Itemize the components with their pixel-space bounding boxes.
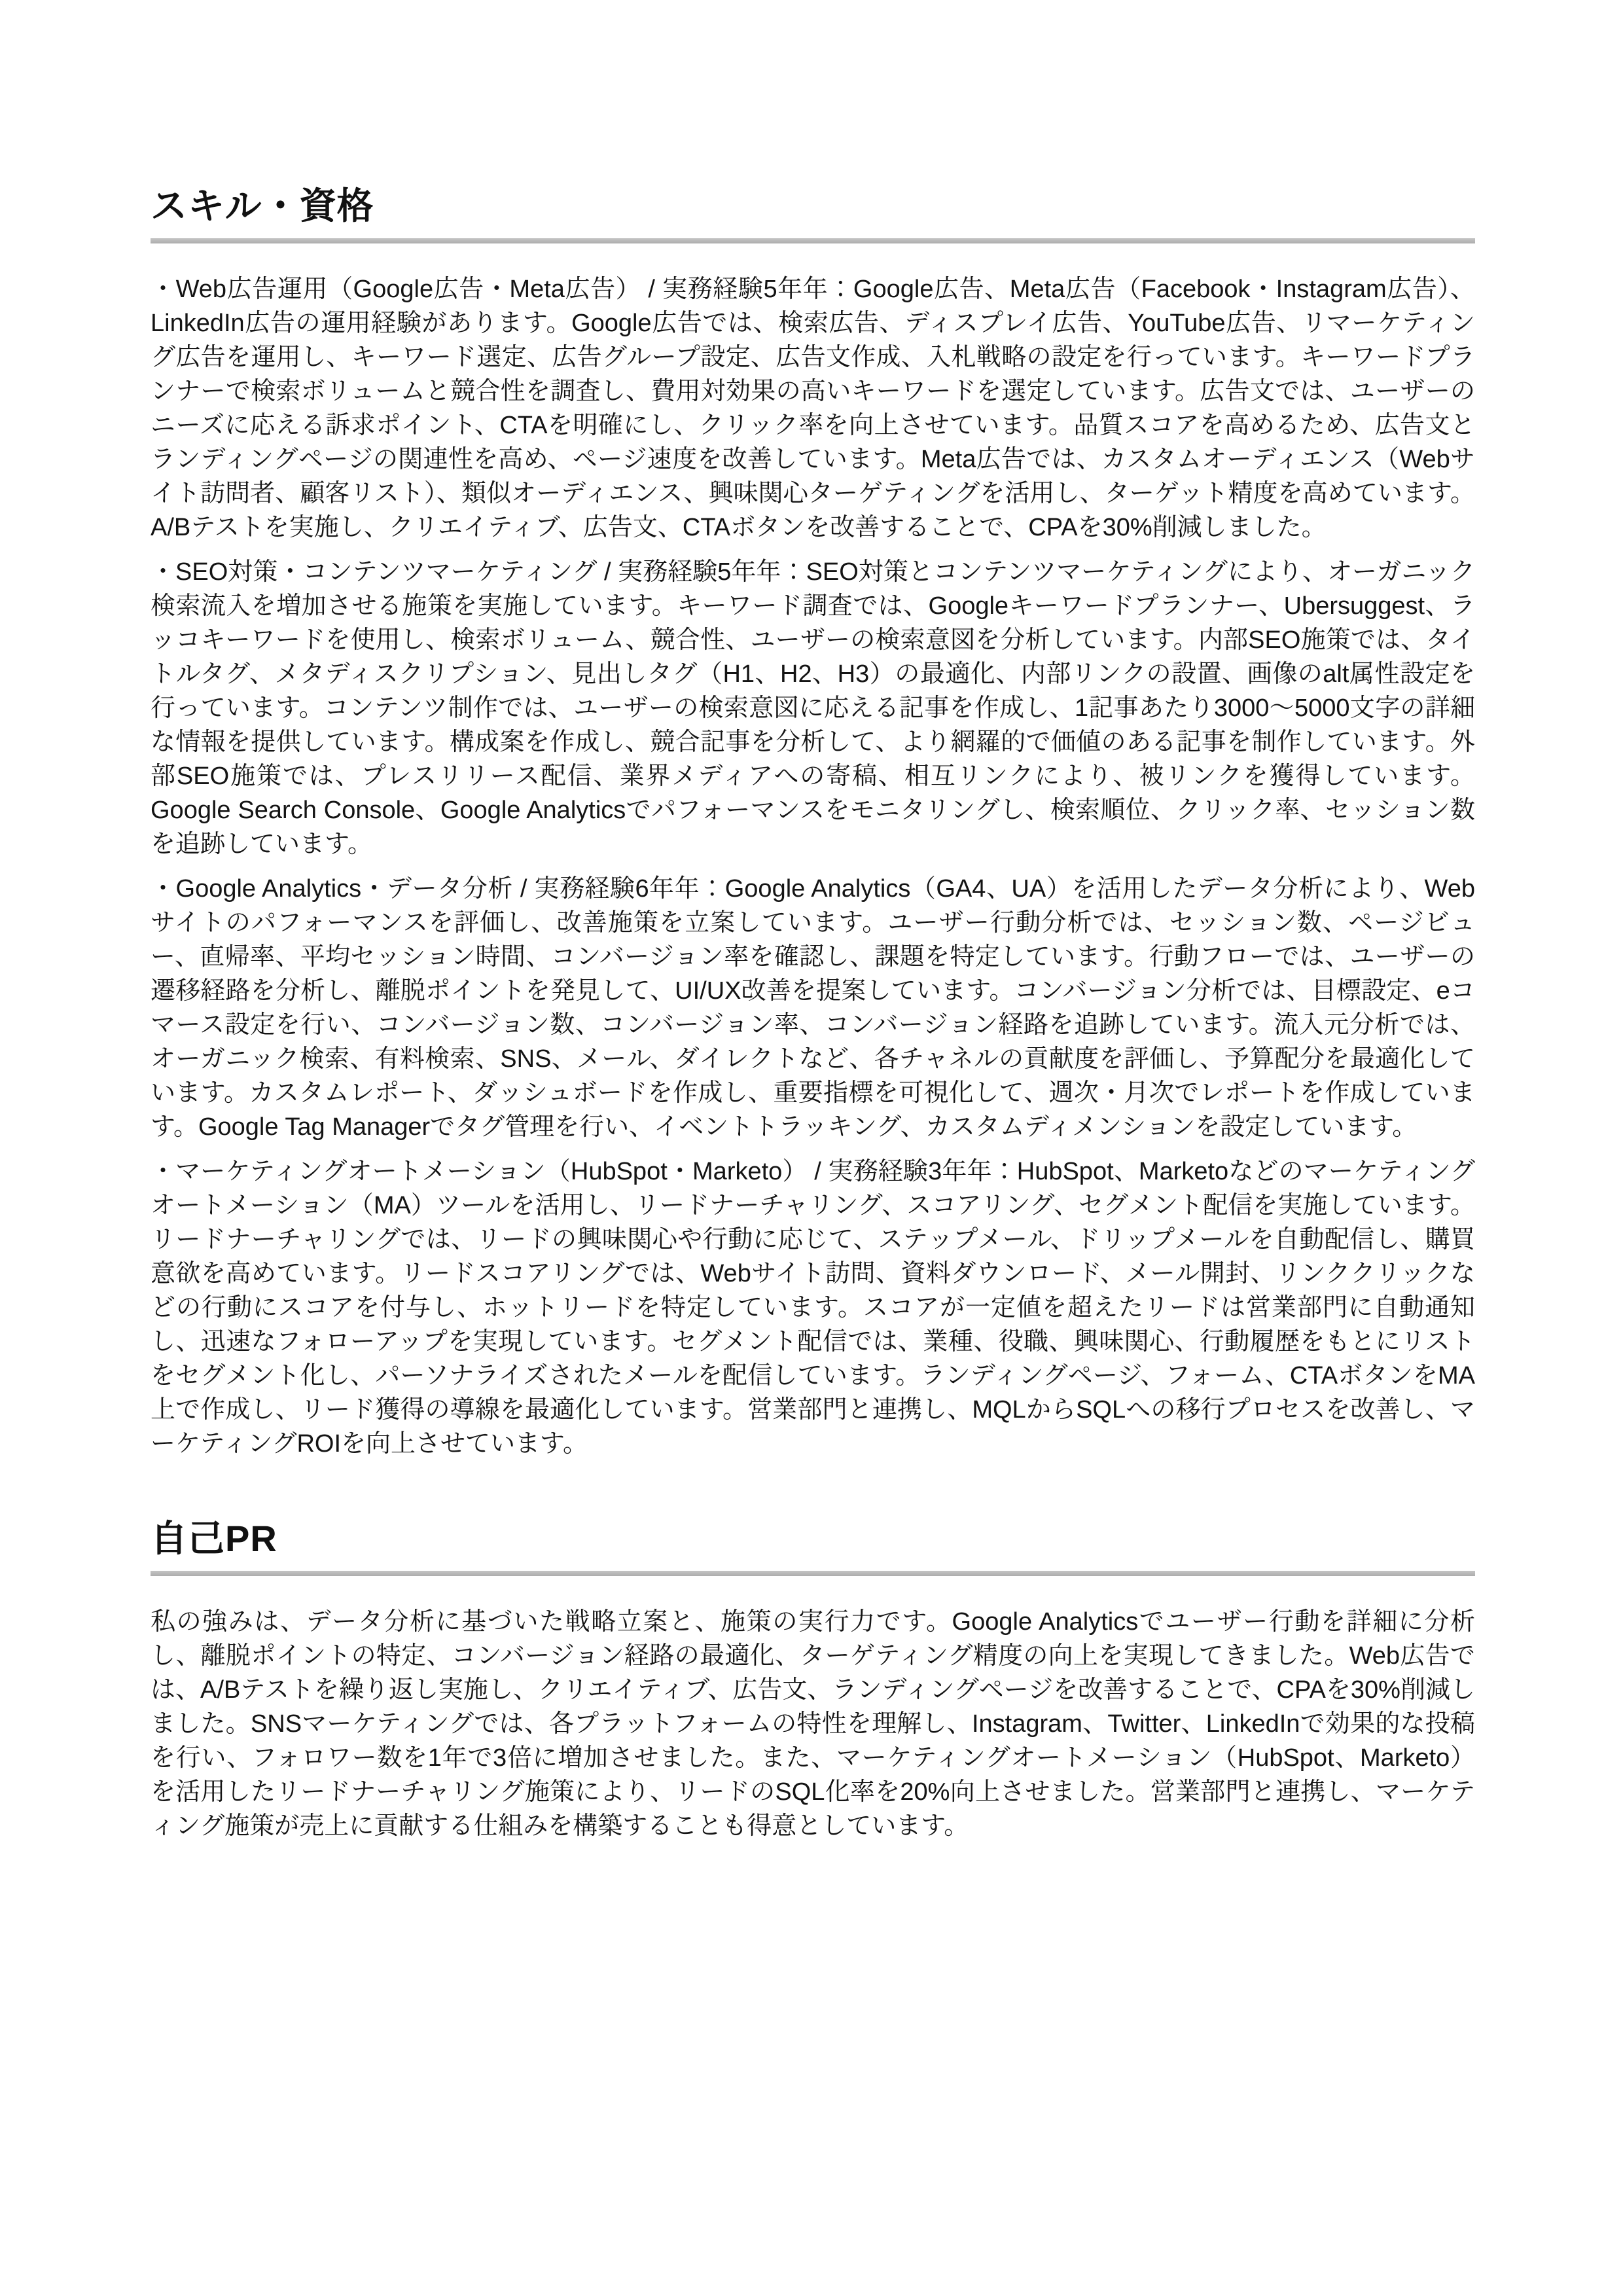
skill-paragraph-seo-content: ・SEO対策・コンテンツマーケティング / 実務経験5年年：SEO対策とコンテンツマーケティングにより、オーガニック検索流入を増加させる施策を実施しています。キーワード調査では、Googleキーワードプランナー、Ubersuggest、ラッコキーワードを使用し、検索ボリューム、競合性、ユーザーの検索意図を分析しています。内部SEO施策では、タイトルタグ、メタディスクリプション、見出しタグ（H1、H2、H3）の最適化、内部リンクの設置、画像のalt属性設定を行っています。コンテンツ制作では、ユーザーの検索意図に応える記事を作成し、1記事あたり3000〜5000文字の詳細な情報を提供しています。構成案を作成し、競合記事を分析して、より網羅的で価値のある記事を制作しています。外部SEO施策では、プレスリリース配信、業界メディアへの寄稿、相互リンクにより、被リンクを獲得しています。Google Search Console、Google Analyticsでパフォーマンスをモニタリングし、検索順位、クリック率、セッション数を追跡しています。 — [151, 558, 1475, 858]
section-divider — [151, 1571, 1475, 1576]
section-self-pr — [151, 1520, 1475, 1843]
skill-paragraph-web-ads: ・Web広告運用（Google広告・Meta広告） / 実務経験5年年：Google広告、Meta広告（Facebook・Instagram広告）、LinkedIn広告の運用経験があります。Google広告では、検索広告、ディスプレイ広告、YouTube広告、リマーケティング広告を運用し、キーワード選定、広告グループ設定、広告文作成、入札戦略の設定を行っています。キーワードプランナーで検索ボリュームと競合性を調査し、費用対効果の高いキーワードを選定しています。広告文では、ユーザーのニーズに応える訴求ポイント、CTAを明確にし、クリック率を向上させています。品質スコアを高めるため、広告文とランディングページの関連性を高め、ページ速度を改善しています。Meta広告では、カスタムオーディエンス（Webサイト訪問者、顧客リスト）、類似オーディエンス、興味関心ターゲティングを活用し、ターゲット精度を高めています。A/Bテストを実施し、クリエイティブ、広告文、CTAボタンを改善することで、CPAを30%削減しました。 — [151, 276, 1475, 541]
skill-paragraph-analytics: ・Google Analytics・データ分析 / 実務経験6年年：Google Analytics（GA4、UA）を活用したデータ分析により、Webサイトのパフォーマンスを評価し、改善施策を立案しています。ユーザー行動分析では、セッション数、ページビュー、直帰率、平均セッション時間、コンバージョン率を確認し、課題を特定しています。行動フローでは、ユーザーの遷移経路を分析し、離脱ポイントを発見して、UI/UX改善を提案しています。コンバージョン分析では、目標設定、eコマース設定を行い、コンバージョン数、コンバージョン率、コンバージョン経路を追跡しています。流入元分析では、オーガニック検索、有料検索、SNS、メール、ダイレクトなど、各チャネルの貢献度を評価し、予算配分を最適化しています。カスタムレポート、ダッシュボードを作成し、重要指標を可視化して、週次・月次でレポートを作成しています。Google Tag Managerでタグ管理を行い、イベントトラッキング、カスタムディメンションを設定しています。 — [151, 875, 1475, 1141]
section-body-self-pr — [151, 1605, 1475, 1843]
skill-paragraph-marketing-automation: ・マーケティングオートメーション（HubSpot・Marketo） / 実務経験3年年：HubSpot、Marketoなどのマーケティングオートメーション（MA）ツールを活用し、リードナーチャリング、スコアリング、セグメント配信を実施しています。リードナーチャリングでは、リードの興味関心や行動に応じて、ステップメール、ドリップメールを自動配信し、購買意欲を高めています。リードスコアリングでは、Webサイト訪問、資料ダウンロード、メール開封、リンククリックなどの行動にスコアを付与し、ホットリードを特定しています。スコアが一定値を超えたリードは営業部門に自動通知し、迅速なフォローアップを実現しています。セグメント配信では、業種、役職、興味関心、行動履歴をもとにリストをセグメント化し、パーソナライズされたメールを配信しています。ランディングページ、フォーム、CTAボタンをMA上で作成し、リード獲得の導線を最適化しています。営業部門と連携し、MQLからSQLへの移行プロセスを改善し、マーケティングROIを向上させています。 — [151, 1158, 1475, 1458]
section-title-skills: スキル・資格 — [151, 185, 374, 226]
section-divider — [151, 238, 1475, 243]
section-body-skills — [151, 272, 1475, 1461]
self-pr-paragraph: 私の強みは、データ分析に基づいた戦略立案と、施策の実行力です。Google Analyticsでユーザー行動を詳細に分析し、離脱ポイントの特定、コンバージョン経路の最適化、ターゲティング精度の向上を実現してきました。Web広告では、A/Bテストを繰り返し実施し、クリエイティブ、広告文、ランディングページを改善することで、CPAを30%削減しました。SNSマーケティングでは、各プラットフォームの特性を理解し、Instagram、Twitter、LinkedInで効果的な投稿を行い、フォロワー数を1年で3倍に増加させました。また、マーケティングオートメーション（HubSpot、Marketo）を活用したリードナーチャリング施策により、リードのSQL化率を20%向上させました。営業部門と連携し、マーケティング施策が売上に貢献する仕組みを構築することも得意としています。 — [151, 1608, 1475, 1840]
section-title-self-pr: 自己PR — [151, 1518, 277, 1559]
section-skills-qualifications — [151, 187, 1475, 1461]
